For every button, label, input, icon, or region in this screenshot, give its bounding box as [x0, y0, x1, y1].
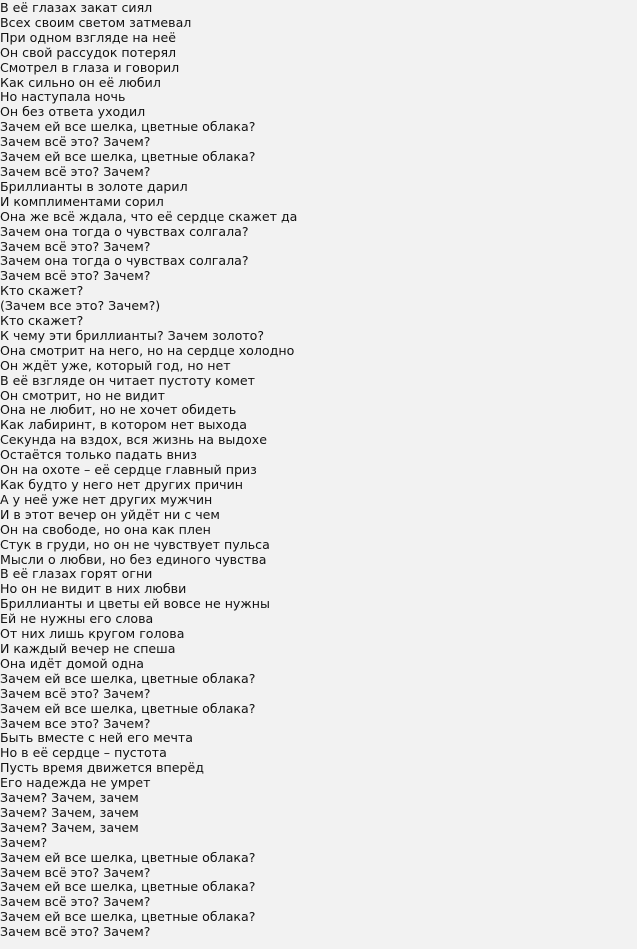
lyric-line: Зачем всё это? Зачем? — [0, 864, 151, 880]
lyric-line: Зачем ей все шелка, цветные облака? — [0, 149, 256, 165]
lyric-line: Зачем? Зачем, зачем — [0, 790, 139, 806]
lyric-line: Он без ответа уходил — [0, 104, 146, 120]
lyric-line: Зачем ей все шелка, цветные облака? — [0, 700, 256, 716]
lyric-line: Бриллианты и цветы ей вовсе не нужны — [0, 596, 270, 612]
lyric-line: Он смотрит, но не видит — [0, 387, 165, 403]
lyric-line: Зачем ей все шелка, цветные облака? — [0, 119, 256, 135]
lyric-line: Он на охоте – её сердце главный приз — [0, 462, 257, 478]
lyric-line: Зачем ей все шелка, цветные облака? — [0, 849, 256, 865]
lyric-line: Но в её сердце – пустота — [0, 745, 167, 761]
lyric-line: В её глазах горят огни — [0, 566, 153, 582]
lyric-line: Зачем она тогда о чувствах солгала? — [0, 223, 249, 239]
lyric-line: Как сильно он её любил — [0, 74, 161, 90]
lyric-line: Смотрел в глаза и говорил — [0, 59, 180, 75]
lyric-line: Он ждёт уже, который год, но нет — [0, 357, 231, 373]
lyric-line: Зачем всё это? Зачем? — [0, 238, 151, 254]
lyric-line: Кто скажет? — [0, 313, 84, 329]
lyric-line: А у неё уже нет других мужчин — [0, 491, 213, 507]
lyric-line: (Зачем все это? Зачем?) — [0, 298, 161, 314]
lyric-line: Он свой рассудок потерял — [0, 44, 177, 60]
lyric-line: Зачем ей все шелка, цветные облака? — [0, 670, 256, 686]
lyric-line: К чему эти бриллианты? Зачем золото? — [0, 327, 265, 343]
lyric-line: Но он не видит в них любви — [0, 581, 187, 597]
lyric-line: Пусть время движется вперёд — [0, 760, 204, 776]
lyric-line: Мысли о любви, но без единого чувства — [0, 551, 267, 567]
lyric-line: Всех своим светом затмевал — [0, 14, 192, 30]
lyric-line: Стук в груди, но он не чувствует пульса — [0, 536, 270, 552]
lyric-line: Зачем всё это? Зачем? — [0, 134, 151, 150]
lyric-line: Быть вместе с ней его мечта — [0, 730, 193, 746]
lyric-line: Она смотрит на него, но на сердце холодно — [0, 342, 295, 358]
lyric-line: Зачем ей все шелка, цветные облака? — [0, 909, 256, 925]
lyric-line: Зачем ей все шелка, цветные облака? — [0, 879, 256, 895]
lyric-line: Зачем всё это? Зачем? — [0, 163, 151, 179]
lyric-line: В её взгляде он читает пустоту комет — [0, 372, 256, 388]
lyric-line: Зачем все это? Зачем? — [0, 715, 151, 731]
lyric-line: Она же всё ждала, что её сердце скажет да — [0, 208, 298, 224]
lyric-line: Как лабиринт, в котором нет выхода — [0, 417, 247, 433]
lyric-line: В её глазах закат сиял — [0, 0, 153, 15]
lyric-line: От них лишь кругом голова — [0, 626, 185, 642]
lyric-line: Зачем? Зачем, зачем — [0, 804, 139, 820]
lyric-line: Зачем всё это? Зачем? — [0, 685, 151, 701]
lyric-line: Она идёт домой одна — [0, 655, 145, 671]
lyric-line: И каждый вечер не спеша — [0, 640, 176, 656]
lyric-line: Кто скажет? — [0, 283, 84, 299]
lyric-line: Бриллианты в золоте дарил — [0, 178, 188, 194]
lyric-line: При одном взгляде на неё — [0, 29, 177, 45]
lyric-line: Но наступала ночь — [0, 89, 126, 105]
lyric-line: Остаётся только падать вниз — [0, 447, 197, 463]
lyric-line: Он на свободе, но она как плен — [0, 521, 211, 537]
lyric-line: Зачем она тогда о чувствах солгала? — [0, 253, 249, 269]
lyric-line: Зачем всё это? Зачем? — [0, 924, 151, 940]
lyric-line: Зачем всё это? Зачем? — [0, 894, 151, 910]
lyric-line: И в этот вечер он уйдёт ни с чем — [0, 506, 220, 522]
lyric-line: Она не любит, но не хочет обидеть — [0, 402, 237, 418]
lyric-line: Как будто у него нет других причин — [0, 477, 244, 492]
lyric-line: Секунда на вздох, вся жизнь на выдохе — [0, 432, 267, 448]
lyric-line: Зачем всё это? Зачем? — [0, 268, 151, 284]
lyric-line: И комплиментами сорил — [0, 193, 164, 209]
lyric-line: Зачем? — [0, 834, 48, 850]
lyric-line: Его надежда не умрет — [0, 775, 151, 791]
lyric-line: Зачем? Зачем, зачем — [0, 819, 139, 835]
lyric-line: Ей не нужны его слова — [0, 611, 154, 627]
